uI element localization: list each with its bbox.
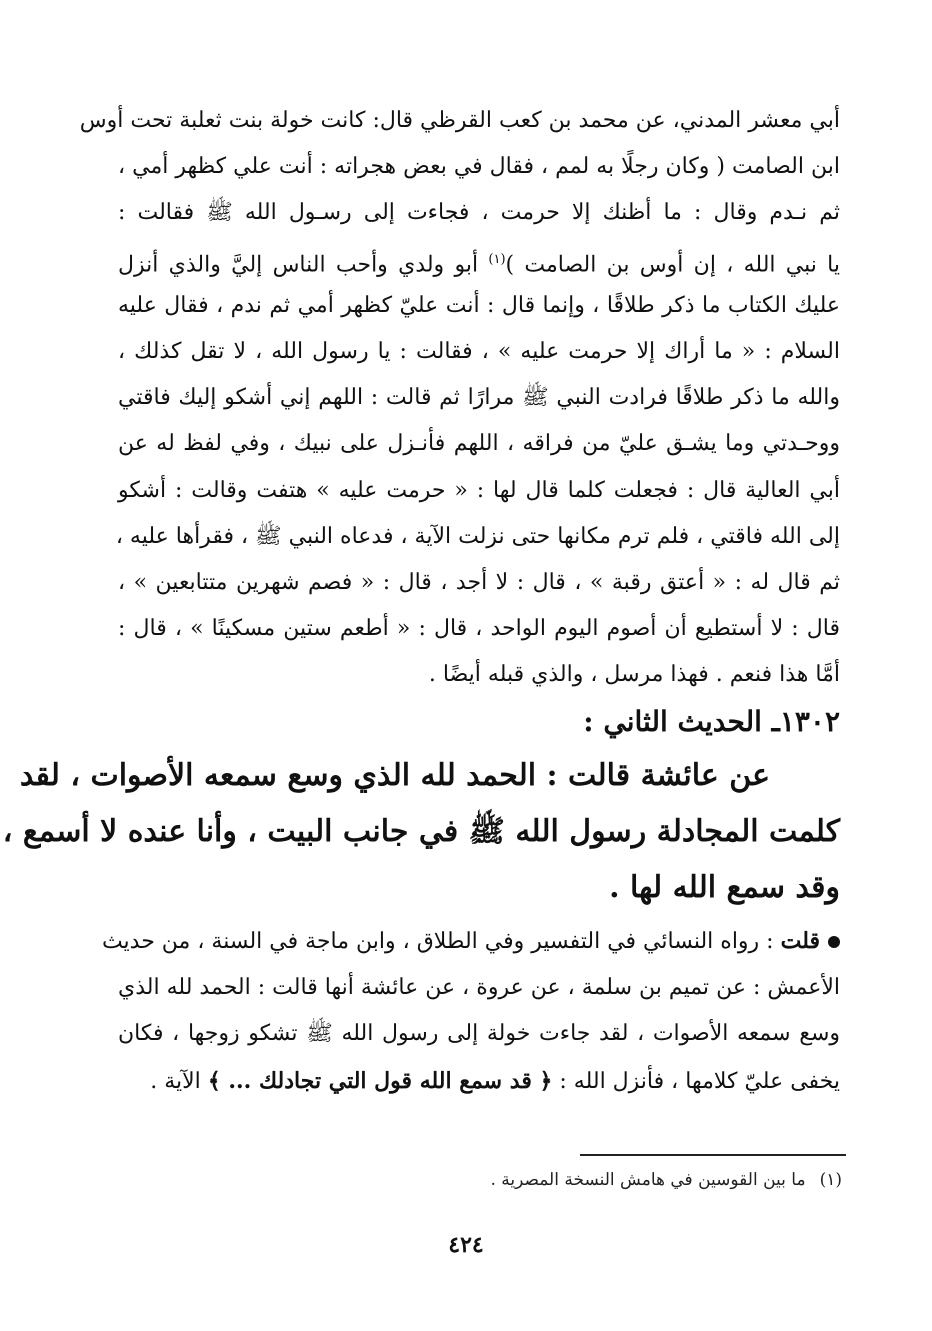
text-line-part: يا نبي الله ، إن أوس بن الصامت ) bbox=[505, 251, 841, 277]
footnote-marker: (١) bbox=[819, 1170, 842, 1190]
page-number: ٤٢٤ bbox=[448, 1232, 484, 1258]
text-line: ثم نـدم وقال : ما أظنك إلا حرمت ، فجاءت إلى رسـول الله ﷺ فقالت : bbox=[118, 200, 840, 226]
section-heading: ١٣٠٢ـ الحديث الثاني : bbox=[583, 705, 840, 738]
text-line: أبي معشر المدني، عن محمد بن كعب القرظي قال: كانت خولة بنت ثعلبة تحت أوس bbox=[79, 108, 840, 133]
text-line: والله ما ذكر طلاقًا فرادت النبي ﷺ مرارًا ثم قالت : اللهم إني أشكو إليك فاقتي bbox=[118, 385, 840, 411]
text-line-part: يخفى عليّ كلامها ، فأنزل الله : bbox=[559, 1068, 840, 1094]
text-line: عليك الكتاب ما ذكر طلاقًا ، وإنما قال : أنت عليّ كظهر أمي ثم ندم ، فقال عليه bbox=[118, 292, 840, 318]
text-line: قال : لا أستطيع أن أصوم اليوم الواحد ، قال : « أطعم ستين مسكينًا » ، قال : bbox=[118, 616, 840, 642]
text-line: ووحـدتي وما يشـق عليّ من فراقه ، اللهم فأنـزل على نبيك ، وفي لفظ له عن bbox=[118, 431, 840, 457]
footnote-reference[interactable]: (١) bbox=[488, 251, 506, 267]
text-line: أبي العالية قال : فجعلت كلما قال لها : « حرمت عليه » هتفت وقالت : أشكو bbox=[118, 477, 840, 503]
text-line bbox=[118, 1058, 840, 1105]
text-line: ثم قال له : « أعتق رقبة » ، قال : لا أجد ، قال : « فصم شهرين متتابعين » ، bbox=[118, 569, 841, 595]
hadith-line: كلمت المجادلة رسول الله ﷺ في جانب البيت ، وأنا عنده لا أسمع ، bbox=[2, 814, 840, 849]
text-line: أمَّا هذا فنعم . فهذا مرسل ، والذي قبله أيضًا . bbox=[428, 662, 840, 688]
text-line-part: أبو ولدي وأحب الناس إليَّ والذي أنزل bbox=[118, 251, 479, 277]
hadith-line: عن عائشة قالت : الحمد لله الذي وسع سمعه الأصوات ، لقد bbox=[19, 758, 770, 793]
hadith-text bbox=[2, 748, 840, 916]
text-line: الأعمش : عن تميم بن سلمة ، عن عروة ، عن عائشة أنها قالت : الحمد لله الذي bbox=[118, 974, 840, 1000]
commentary-paragraph bbox=[101, 918, 840, 1104]
footnote bbox=[142, 1166, 842, 1194]
text-line bbox=[101, 918, 840, 965]
main-paragraph bbox=[79, 98, 841, 698]
footnote-text: ما بين القوسين في هامش النسخة المصرية . bbox=[490, 1170, 806, 1190]
quran-quote: ﴿ قد سمع الله قول التي تجادلك ... ﴾ bbox=[207, 1067, 553, 1094]
text-line: السلام : « ما أراك إلا حرمت عليه » ، فقالت : يا رسول الله ، لا تقل كذلك ، bbox=[118, 338, 840, 364]
text-line-part: : رواه النسائي في التفسير وفي الطلاق ، وابن ماجة في السنة ، من حديث bbox=[101, 929, 774, 954]
text-line: وسع سمعه الأصوات ، لقد جاءت خولة إلى رسول الله ﷺ تشكو زوجها ، فكان bbox=[118, 1021, 840, 1046]
text-line: إلى الله فاقتي ، فلم ترم مكانها حتى نزلت الآية ، فدعاه النبي ﷺ ، فقرأها عليه ، bbox=[115, 523, 840, 549]
commentary-lead: قلت bbox=[780, 928, 820, 954]
text-line: ابن الصامت ( وكان رجلًا به لمم ، فقال في بعض هجراته : أنت علي كظهر أمي ، bbox=[118, 154, 840, 180]
hadith-line: وقد سمع الله لها . bbox=[609, 870, 840, 905]
text-line bbox=[118, 237, 840, 283]
bullet-icon bbox=[828, 936, 840, 948]
footnote-divider bbox=[580, 1154, 846, 1156]
text-line-part: الآية . bbox=[150, 1068, 201, 1094]
